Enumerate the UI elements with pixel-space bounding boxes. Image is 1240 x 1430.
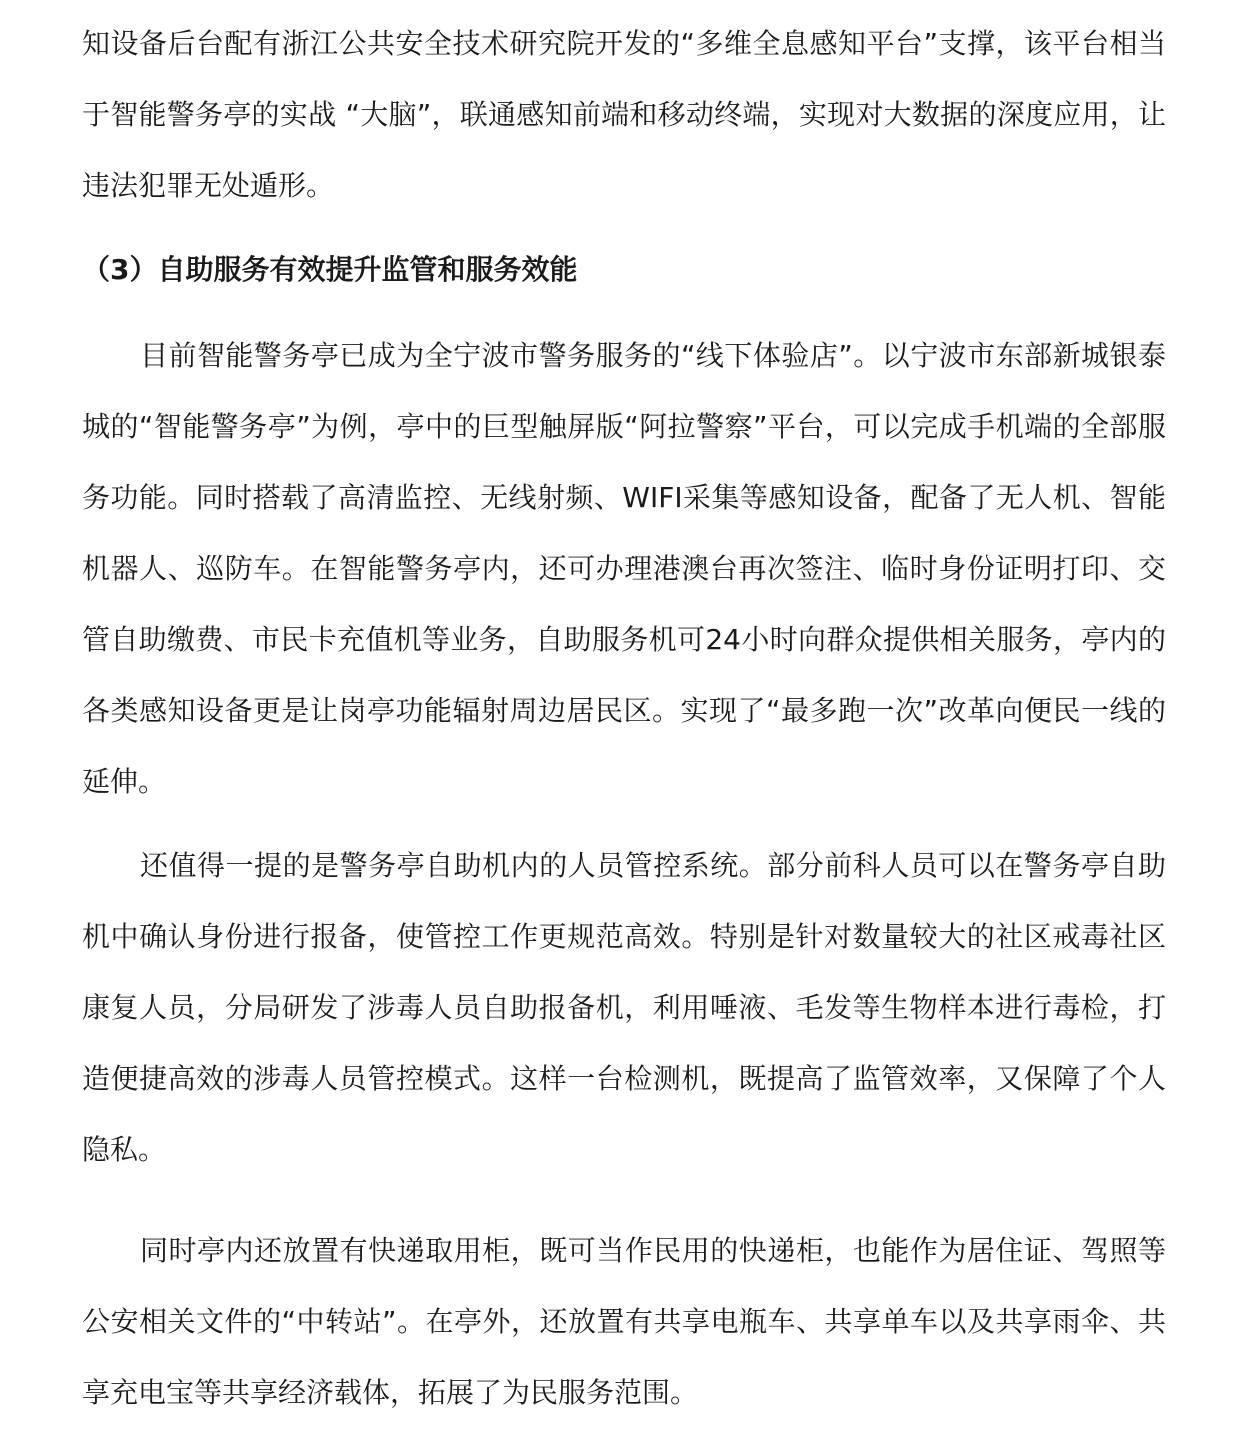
body-paragraph-2: 还值得一提的是警务亭自助机内的人员管控系统。部分前科人员可以在警务亭自助机中确认身份进行报备，使管控工作更规范高效。特别是针对数量较大的社区戒毒社区康复人员，分局研发了涉毒人员自助报备机，利用唾液、毛发等生物样本进行毒检，打造便捷高效的涉毒人员管控模式。这样一台检测机，既提高了监管效率，又保障了个人隐私。: [82, 849, 1166, 1166]
body-paragraph-3: 同时亭内还放置有快递取用柜，既可当作民用的快递柜，也能作为居住证、驾照等公安相关文件的“中转站”。在亭外，还放置有共享电瓶车、共享单车以及共享雨伞、共享充电宝等共享经济载体，拓展了为民服务范围。: [82, 1234, 1166, 1409]
intro-paragraph: 知设备后台配有浙江公共安全技术研究院开发的“多维全息感知平台”支撑，该平台相当于智能警务亭的实战 “大脑”，联通感知前端和移动终端，实现对大数据的深度应用，让违法犯罪无处遁形。: [82, 27, 1166, 202]
section-heading: （3）自助服务有效提升监管和服务效能: [82, 253, 578, 286]
body-paragraph-1: 目前智能警务亭已成为全宁波市警务服务的“线下体验店”。以宁波市东部新城银泰城的“智能警务亭”为例，亭中的巨型触屏版“阿拉警察”平台，可以完成手机端的全部服务功能。同时搭载了高清监控、无线射频、WIFI采集等感知设备，配备了无人机、智能机器人、巡防车。在智能警务亭内，还可办理港澳台再次签注、临时身份证明打印、交管自助缴费、市民卡充值机等业务，自助服务机可24小时向群众提供相关服务，亭内的各类感知设备更是让岗亭功能辐射周边居民区。实现了“最多跑一次”改革向便民一线的延伸。: [82, 339, 1166, 798]
